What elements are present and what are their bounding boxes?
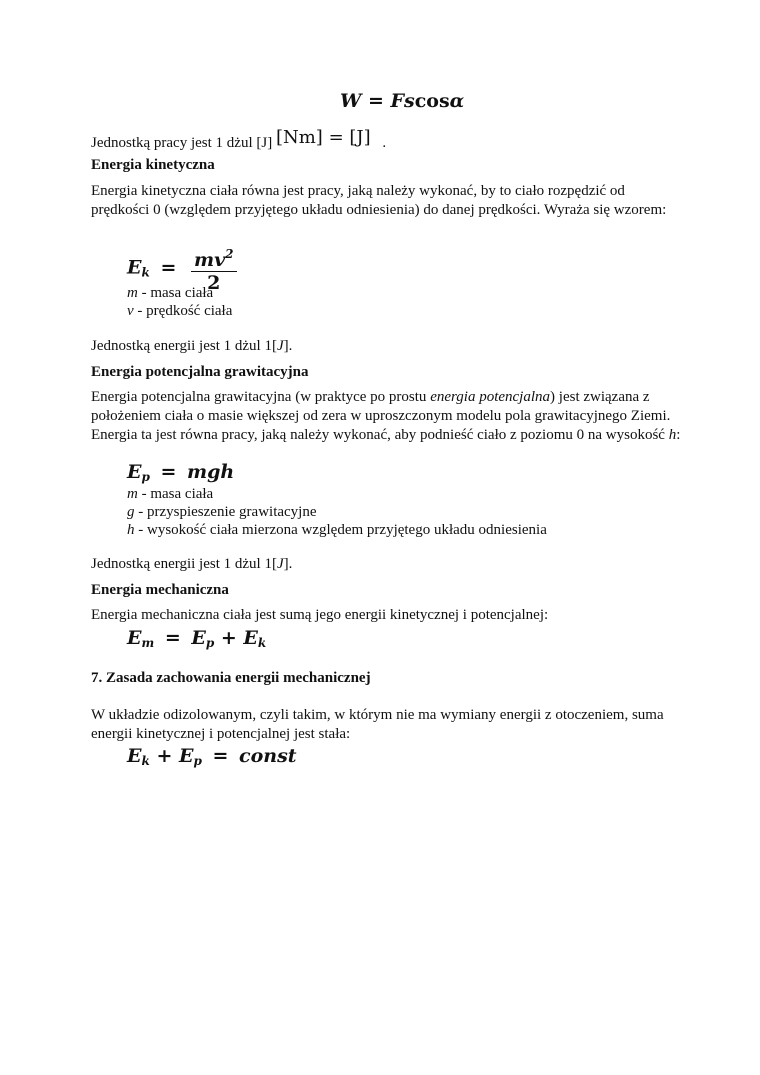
legend-desc: - przyspieszenie grawitacyjne bbox=[134, 504, 317, 520]
legend-desc: - masa ciała bbox=[137, 486, 214, 502]
kinetic-unit-line bbox=[91, 338, 292, 355]
legend-desc: - prędkość ciała bbox=[133, 303, 233, 319]
formula-work-cos: cos bbox=[414, 90, 450, 112]
formula-mechanical-term2-sub: k bbox=[257, 636, 267, 650]
mechanical-body: Energia mechaniczna ciała jest sumą jego energii kinetycznej i potencjalnej: bbox=[91, 607, 549, 623]
potential-body-italic: energia potencjalna bbox=[430, 389, 551, 405]
formula-kinetic-denominator: 2 bbox=[207, 272, 221, 294]
formula-mechanical-term1: E bbox=[191, 627, 206, 649]
potential-unit-symbol: J bbox=[276, 556, 284, 572]
work-unit-math-lhs: [Nm] bbox=[275, 127, 323, 148]
legend-desc: - masa ciała bbox=[137, 285, 214, 301]
formula-conservation-term1: E bbox=[127, 745, 142, 767]
legend-item bbox=[127, 485, 547, 503]
formula-conservation-plus: + bbox=[156, 745, 173, 767]
formula-mechanical-lhs-sub: m bbox=[141, 636, 155, 650]
formula-mechanical-eq: = bbox=[164, 627, 181, 649]
formula-conservation-rhs: const bbox=[239, 745, 297, 767]
legend-symbol: m bbox=[127, 486, 138, 502]
formula-work-lhs: W bbox=[340, 90, 362, 112]
work-unit-math bbox=[276, 127, 376, 148]
formula-mechanical-term1-sub: p bbox=[205, 636, 215, 650]
formula-potential bbox=[127, 461, 234, 484]
kinetic-unit-text: Jednostką energii jest 1 dżul 1[ bbox=[91, 338, 277, 354]
conservation-body: W układzie odizolowanym, czyli takim, w którym nie ma wymiany energii z otoczeniem, suma energii kinetycznej i potencjalnej jest stała: bbox=[91, 707, 664, 742]
formula-kinetic-lhs-sub: k bbox=[141, 265, 150, 280]
legend-item bbox=[127, 284, 232, 302]
formula-potential-eq: = bbox=[160, 461, 177, 483]
formula-mechanical-plus: + bbox=[220, 627, 237, 649]
formula-kinetic-numerator-text: mv bbox=[193, 249, 226, 271]
potential-body-after: ) jest związana z położeniem ciała o masie większej od zera w uproszczonym modelu pola grawitacyjnego Ziemi. Energia ta jest równa pracy, jaką należy wykonać, aby podnieść ciało z poziomu 0 na wysokość bbox=[91, 389, 671, 443]
work-unit-math-eq: = bbox=[328, 127, 344, 148]
work-unit-text: Jednostką pracy jest 1 dżul [J] bbox=[91, 135, 273, 151]
formula-work-force-distance: Fs bbox=[390, 90, 415, 112]
formula-potential-lhs: E bbox=[127, 461, 142, 483]
formula-conservation bbox=[127, 745, 297, 768]
legend-item bbox=[127, 302, 232, 320]
formula-mechanical-lhs: E bbox=[127, 627, 142, 649]
legend-symbol: v bbox=[127, 303, 134, 319]
formula-kinetic-eq: = bbox=[160, 256, 177, 279]
potential-unit-text: Jednostką energii jest 1 dżul 1[ bbox=[91, 556, 277, 572]
formula-kinetic-lhs: E bbox=[127, 256, 142, 279]
potential-heading: Energia potencjalna grawitacyjna bbox=[91, 364, 309, 380]
legend-symbol: g bbox=[127, 504, 135, 520]
formula-work bbox=[340, 90, 464, 112]
formula-work-eq: = bbox=[367, 90, 384, 112]
formula-conservation-term1-sub: k bbox=[141, 754, 150, 768]
formula-conservation-term2: E bbox=[178, 745, 194, 767]
kinetic-legend bbox=[127, 284, 232, 320]
formula-kinetic-numerator-sup: 2 bbox=[225, 247, 234, 261]
potential-unit-end: ]. bbox=[283, 556, 293, 572]
mechanical-heading: Energia mechaniczna bbox=[91, 582, 229, 598]
formula-mechanical-term2: E bbox=[243, 627, 258, 649]
kinetic-body: Energia kinetyczna ciała równa jest pracy, jaką należy wykonać, by to ciało rozpędzić od prędkości 0 (względem przyjętego układu odniesienia) do danej prędkości. Wyraża się wzorem: bbox=[91, 183, 667, 218]
formula-conservation-term2-sub: p bbox=[193, 754, 202, 768]
formula-potential-lhs-sub: p bbox=[141, 470, 150, 484]
potential-body-before: Energia potencjalna grawitacyjna (w praktyce po prostu bbox=[91, 389, 431, 405]
formula-conservation-eq: = bbox=[212, 745, 229, 767]
formula-mechanical bbox=[127, 627, 266, 650]
potential-body-h: h bbox=[668, 427, 677, 443]
formula-work-angle: α bbox=[449, 90, 465, 112]
legend-symbol: m bbox=[127, 285, 138, 301]
legend-item bbox=[127, 503, 547, 521]
potential-body-colon: : bbox=[676, 427, 681, 443]
conservation-heading: 7. Zasada zachowania energii mechanicznej bbox=[91, 670, 371, 686]
potential-unit-line bbox=[91, 556, 292, 573]
kinetic-unit-symbol: J bbox=[276, 338, 284, 354]
work-unit-math-rhs: [J] bbox=[349, 127, 371, 148]
kinetic-heading: Energia kinetyczna bbox=[91, 157, 215, 173]
formula-potential-rhs: mgh bbox=[187, 461, 235, 483]
legend-symbol: h bbox=[127, 522, 135, 538]
work-unit-line bbox=[91, 127, 387, 152]
formula-kinetic-numerator bbox=[191, 243, 237, 272]
legend-desc: - wysokość ciała mierzona względem przyjętego układu odniesienia bbox=[134, 522, 547, 538]
potential-body bbox=[91, 388, 681, 445]
potential-legend bbox=[127, 485, 547, 539]
kinetic-unit-end: ]. bbox=[283, 338, 293, 354]
work-unit-end: . bbox=[382, 135, 387, 151]
legend-item bbox=[127, 521, 547, 539]
